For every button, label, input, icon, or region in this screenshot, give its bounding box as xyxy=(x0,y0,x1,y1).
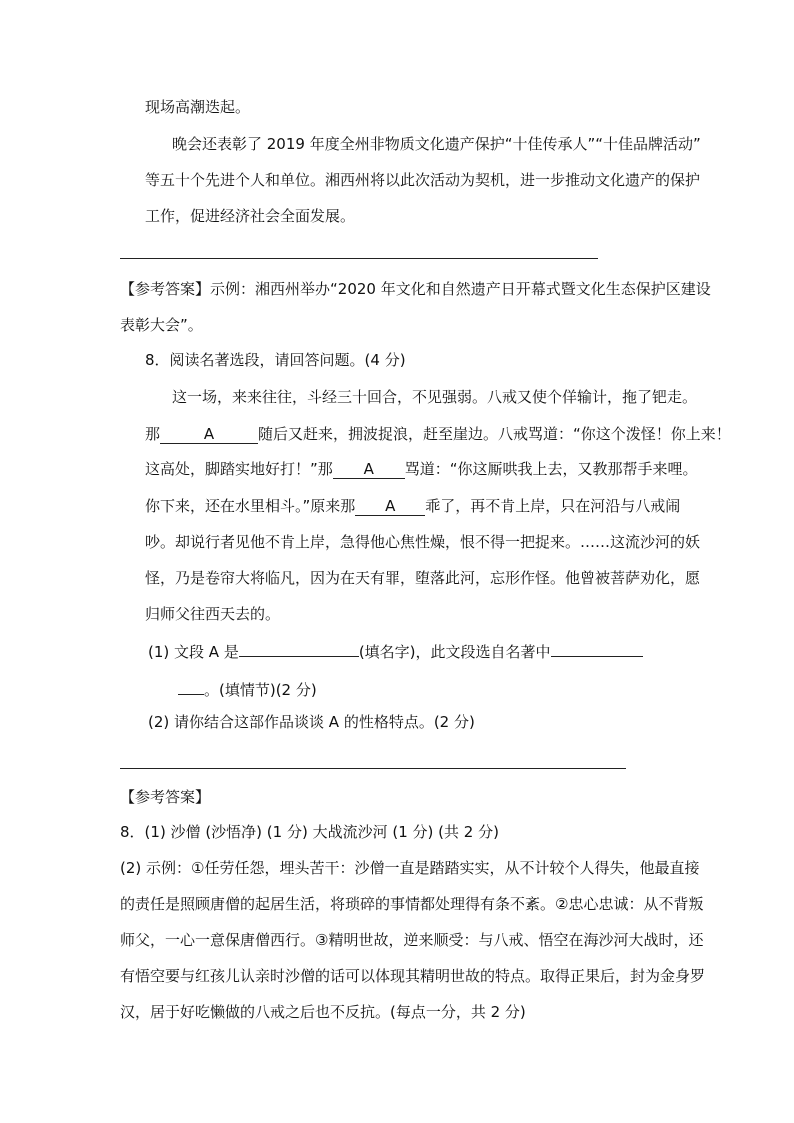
answer-line-rule xyxy=(120,768,626,769)
blank-letter: A xyxy=(203,425,215,443)
answer7-text: 表彰大会”。 xyxy=(120,316,203,334)
answer8-text: 汉，居于好吃懒做的八戒之后也不反抗。(每点一分，共 2 分) xyxy=(120,1003,526,1021)
plot-answer-blank-cont[interactable] xyxy=(178,678,204,695)
answer-blank-a xyxy=(160,425,258,444)
answer-blank-a xyxy=(333,460,405,479)
answer7-text: 【参考答案】示例：湘西州举办“2020 年文化和自然遗产日开幕式暨文化生态保护区建设 xyxy=(120,280,711,298)
answer8-text: 的责任是照顾唐僧的起居生活，将琐碎的事情都处理得有条不紊。②忠心忠诚：从不背叛 xyxy=(120,895,704,913)
excerpt-line xyxy=(145,459,698,479)
sub-question-text: (填名字)，此文段选自名著中 xyxy=(358,643,551,661)
answer-line-rule xyxy=(120,258,598,259)
excerpt-line xyxy=(145,496,680,516)
excerpt-text: 乖了，再不肯上岸，只在河沿与八戒闹 xyxy=(425,497,681,515)
blank-letter: A xyxy=(363,460,374,478)
answer8-text: 8．(1) 沙僧 (沙悟净) (1 分) 大战流沙河 (1 分) (共 2 分) xyxy=(120,823,499,841)
name-answer-blank[interactable] xyxy=(239,640,359,657)
excerpt-text: 这高处，脚踏实地好打！”那 xyxy=(145,460,333,478)
answer8-text: 师父，一心一意保唐僧西行。③精明世故，逆来顺受：与八戒、悟空在海沙河大战时，还 xyxy=(120,931,704,949)
passage-line: 工作，促进经济社会全面发展。 xyxy=(145,207,356,225)
passage-line: 现场高潮迭起。 xyxy=(145,98,251,116)
excerpt-text: 随后又赶来，拥波捉浪，赶至崖边。八戒骂道：“你这个泼怪！你上来！ xyxy=(258,425,731,443)
excerpt-text: 骂道：“你这厮哄我上去，又教那帮手来哩。 xyxy=(404,460,698,478)
sub-question-1-cont xyxy=(178,678,317,700)
passage-line: 等五十个先进个人和单位。湘西州将以此次活动为契机，进一步推动文化遗产的保护 xyxy=(145,171,701,189)
excerpt-line: 这一场，来来往往，斗经三十回合，不见强弱。八戒又使个佯输计，拖了钯走。 xyxy=(172,388,698,406)
question-8-heading: 8．阅读名著选段，请回答问题。(4 分) xyxy=(145,351,406,369)
excerpt-line: 归师父往西天去的。 xyxy=(145,605,281,623)
plot-answer-blank[interactable] xyxy=(551,640,643,657)
blank-letter: A xyxy=(385,497,396,515)
answer-blank-a xyxy=(355,497,425,516)
excerpt-line: 怪，乃是卷帘大将临凡，因为在天有罪，堕落此河，忘形作怪。他曾被菩萨劝化，愿 xyxy=(145,569,701,587)
sub-question-2: (2) 请你结合这部作品谈谈 A 的性格特点。(2 分) xyxy=(148,713,475,731)
excerpt-text: 你下来，还在水里相斗。”原来那 xyxy=(145,497,356,515)
excerpt-text: 那 xyxy=(145,425,161,443)
answer8-label: 【参考答案】 xyxy=(120,788,211,806)
passage-line: 晚会还表彰了 2019 年度全州非物质文化遗产保护“十佳传承人”“十佳品牌活动” xyxy=(172,135,701,153)
answer8-text: (2) 示例：①任劳任怨，埋头苦干：沙僧一直是踏踏实实，从不计较个人得失，他最直接 xyxy=(120,859,700,877)
answer8-text: 有悟空要与红孩儿认亲时沙僧的话可以体现其精明世故的特点。取得正果后，封为金身罗 xyxy=(120,967,706,985)
sub-question-1 xyxy=(148,640,643,662)
excerpt-line xyxy=(145,424,731,444)
sub-question-text: 。(填情节)(2 分) xyxy=(204,681,317,699)
excerpt-line: 吵。却说行者见他不肯上岸，急得他心焦性燥，恨不得一把捉来。……这流沙河的妖 xyxy=(145,533,701,551)
sub-question-text: (1) 文段 A 是 xyxy=(148,643,239,661)
